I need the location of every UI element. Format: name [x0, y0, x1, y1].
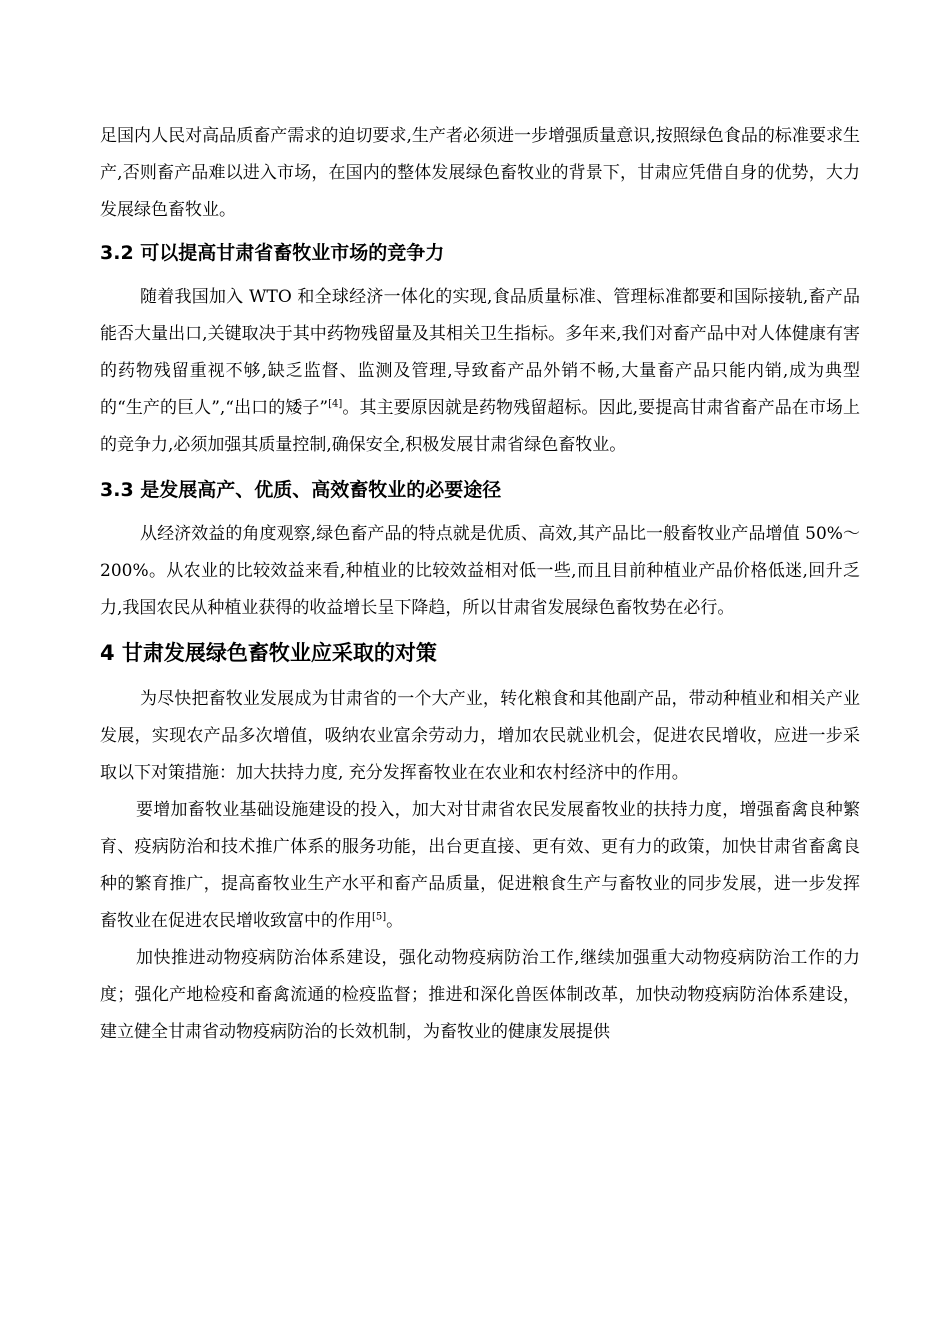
section-4-paragraph-2-text: 要增加畜牧业基础设施建设的投入，加大对甘肃省农民发展畜牧业的扶持力度，增强畜禽良种繁育、疫病防治和技术推广体系的服务功能，出台更直接、更有效、更有力的政策，加快甘肃省畜禽良种的繁育推广，提高畜牧业生产水平和畜产品质量，促进粮食生产与畜牧业的同步发展，进一步发挥畜牧业在促进农民增收致富中的作用	[100, 800, 860, 931]
section-4-paragraph-2	[100, 792, 860, 940]
section-4-paragraph-1: 为尽快把畜牧业发展成为甘肃省的一个大产业，转化粮食和其他副产品，带动种植业和相关产业发展，实现农产品多次增值，吸纳农业富余劳动力，增加农民就业机会，促进农民增收，应进一步采取以下对策措施：加大扶持力度, 充分发挥畜牧业在农业和农村经济中的作用。	[100, 689, 860, 783]
section-heading-3-2: 3.2 可以提高甘肃省畜牧业市场的竞争力	[100, 242, 445, 264]
citation-4: [4]	[328, 398, 343, 410]
intro-paragraph: 足国内人民对高品质畜产需求的迫切要求,生产者必须进一步增强质量意识,按照绿色食品的标准要求生产,否则畜产品难以进入市场，在国内的整体发展绿色畜牧业的背景下，甘肃应凭借自身的优势，大力发展绿色畜牧业。	[100, 126, 860, 220]
section-4-paragraph-2-end: 。	[386, 911, 404, 931]
section-heading-3-3: 3.3 是发展高产、优质、高效畜牧业的必要途径	[100, 479, 502, 501]
section-3-2-text-b: 。其主要原因就是药物残留超标。因此,要提高甘肃省畜产品在市场上的竞争力,必须加强其质量控制,确保安全,积极发展甘肃省绿色畜牧业。	[100, 398, 861, 455]
document-page	[100, 118, 860, 1051]
section-4-paragraph-3: 加快推进动物疫病防治体系建设，强化动物疫病防治工作,继续加强重大动物疫病防治工作的力度；强化产地检疫和畜禽流通的检疫监督；推进和深化兽医体制改革，加快动物疫病防治体系建设，建立健全甘肃省动物疫病防治的长效机制，为畜牧业的健康发展提供	[100, 948, 860, 1042]
section-3-2-paragraph	[100, 279, 860, 464]
citation-5: [5]	[372, 911, 387, 923]
section-3-2-text-a: 随着我国加入 WTO 和全球经济一体化的实现,食品质量标准、管理标准都要和国际接轨,畜产品能否大量出口,关键取决于其中药物残留量及其相关卫生指标。多年来,我们对畜产品中对人体健康有害的药物残留重视不够,缺乏监督、监测及管理,导致畜产品外销不畅,大量畜产品只能内销,成为典型的“生产的巨人”,“出口的矮子”	[100, 287, 860, 418]
chapter-heading-4: 4 甘肃发展绿色畜牧业应采取的对策	[100, 641, 437, 665]
section-3-3-paragraph: 从经济效益的角度观察,绿色畜产品的特点就是优质、高效,其产品比一般畜牧业产品增值 50%～200%。从农业的比较效益来看,种植业的比较效益相对低一些,而且目前种植业产品价格低迷,回升乏力,我国农民从种植业获得的收益增长呈下降趋，所以甘肃省发展绿色畜牧势在必行。	[100, 524, 860, 618]
